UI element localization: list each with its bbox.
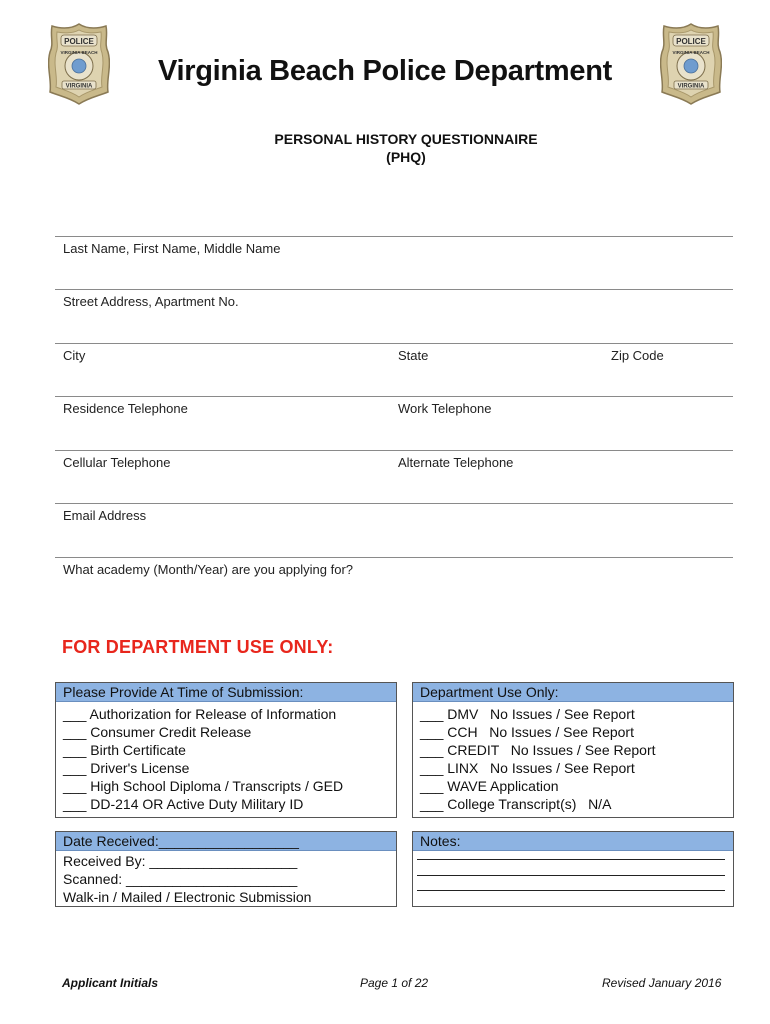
alt-phone-label: Alternate Telephone	[398, 455, 514, 470]
telephone-row[interactable]	[55, 396, 733, 450]
dept-check-item: ___ CREDIT No Issues / See Report	[420, 742, 656, 758]
svg-text:VIRGINIA: VIRGINIA	[65, 83, 93, 90]
notes-title: Notes:	[413, 832, 733, 851]
svg-text:VIRGINIA BEACH: VIRGINIA BEACH	[60, 50, 98, 55]
submission-item: ___ High School Diploma / Transcripts / GED	[63, 778, 344, 794]
dept-check-item: ___ CCH No Issues / See Report	[420, 724, 634, 740]
date-received-line: Date Received:__________________	[56, 832, 396, 851]
svg-text:POLICE: POLICE	[676, 37, 706, 46]
zip-label: Zip Code	[611, 348, 664, 363]
dept-check-item: ___ LINX No Issues / See Report	[420, 760, 635, 776]
submission-item: ___ Driver's License	[63, 760, 190, 776]
name-label: Last Name, First Name, Middle Name	[63, 241, 281, 256]
cell-alt-phone-row[interactable]	[55, 450, 733, 504]
submission-requirements-box	[55, 682, 397, 818]
street-label: Street Address, Apartment No.	[63, 294, 239, 309]
applicant-initials: Applicant Initials	[62, 976, 159, 990]
department-title: Virginia Beach Police Department	[157, 55, 613, 87]
form-title: PERSONAL HISTORY QUESTIONNAIRE	[274, 131, 538, 147]
email-label: Email Address	[63, 508, 147, 523]
dept-check-item: ___ WAVE Application	[420, 778, 559, 794]
street-field[interactable]	[55, 289, 733, 343]
form-title-block	[0, 130, 770, 166]
dept-check-item: ___ DMV No Issues / See Report	[420, 706, 635, 722]
academy-label: What academy (Month/Year) are you applying for?	[63, 562, 354, 577]
submission-item: ___ Consumer Credit Release	[63, 724, 252, 740]
received-by-line: Received By: ___________________	[63, 853, 298, 869]
city-label: City	[63, 348, 86, 363]
form-abbrev: (PHQ)	[386, 149, 426, 165]
submission-item: ___ Authorization for Release of Information	[63, 706, 337, 722]
department-checks-box	[412, 682, 734, 818]
residence-phone-label: Residence Telephone	[63, 401, 188, 416]
department-use-heading: FOR DEPARTMENT USE ONLY:	[62, 637, 334, 657]
revision-date: Revised January 2016	[602, 976, 722, 990]
work-phone-label: Work Telephone	[398, 401, 492, 416]
submission-box-title: Please Provide At Time of Submission:	[56, 683, 396, 702]
notes-line	[417, 859, 725, 860]
notes-box[interactable]	[412, 831, 734, 907]
submission-item: ___ Birth Certificate	[63, 742, 186, 758]
city-state-zip-row[interactable]	[55, 343, 733, 397]
dept-box-title: Department Use Only:	[413, 683, 733, 702]
svg-text:VIRGINIA: VIRGINIA	[677, 83, 705, 90]
dept-check-item: ___ College Transcript(s) N/A	[420, 796, 612, 812]
received-box	[55, 831, 397, 907]
email-field[interactable]	[55, 503, 733, 557]
notes-line	[417, 890, 725, 891]
cell-phone-label: Cellular Telephone	[63, 455, 171, 470]
submission-method-line: Walk-in / Mailed / Electronic Submission	[63, 889, 312, 905]
page-number: Page 1 of 22	[360, 976, 429, 990]
state-label: State	[398, 348, 429, 363]
svg-text:VIRGINIA BEACH: VIRGINIA BEACH	[672, 50, 710, 55]
submission-item: ___ DD-214 OR Active Duty Military ID	[63, 796, 304, 812]
name-field[interactable]	[55, 236, 733, 290]
notes-line	[417, 875, 725, 876]
svg-text:POLICE: POLICE	[64, 37, 94, 46]
academy-field[interactable]	[55, 557, 733, 608]
scanned-line: Scanned: ______________________	[63, 871, 298, 887]
